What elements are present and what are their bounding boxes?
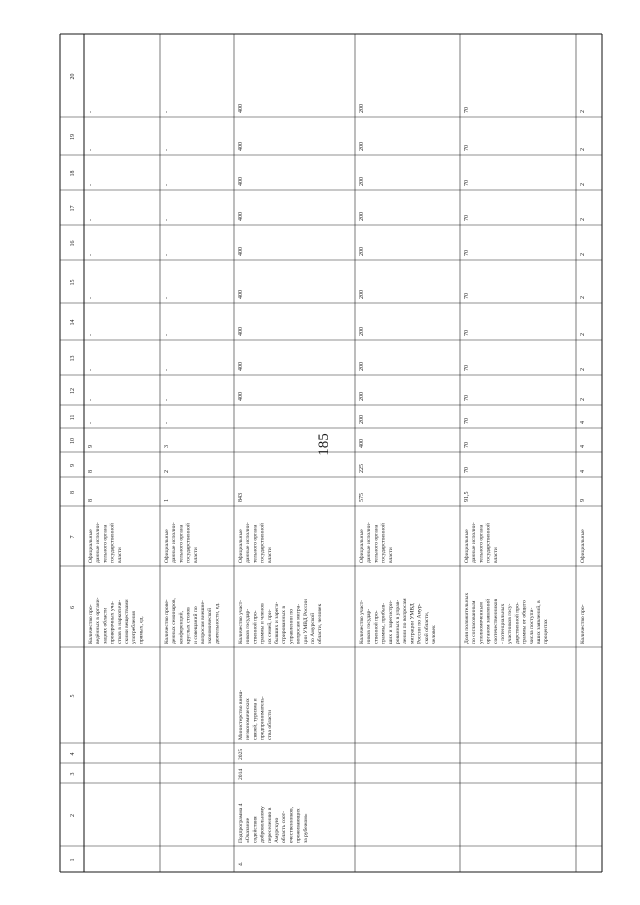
data-source: Официальные xyxy=(88,529,94,563)
indicator-name: России по Амур- xyxy=(416,603,423,644)
header-cell-10: 10 xyxy=(70,438,76,444)
indicator-name: проверочных уча- xyxy=(109,601,116,644)
value-col-19: - xyxy=(164,149,170,151)
value-col-13: 200 xyxy=(359,362,365,371)
value-col-9: 4 xyxy=(580,470,586,473)
indicator-name: стков в наркотиче- xyxy=(116,599,123,644)
indicator-name: употребления xyxy=(131,611,138,644)
indicator-name: по согласованным xyxy=(471,600,478,644)
header-cell-8: 8 xyxy=(70,491,76,494)
indicator-name: Количество участ- xyxy=(359,599,365,644)
value-col-15: - xyxy=(164,297,170,299)
subprogram-name: «Оказание xyxy=(245,817,252,843)
data-source: данные исполни- xyxy=(471,522,478,563)
data-source: данные исполни- xyxy=(245,522,252,563)
data-source: государственной xyxy=(185,523,192,563)
indicator-name: рованных в управ- xyxy=(395,599,401,644)
indicator-name: круглых столов xyxy=(185,607,192,644)
value-col-11: 70 xyxy=(464,418,470,424)
indicator-name: вопросам внешне- xyxy=(200,600,206,644)
value-col-14: 70 xyxy=(464,330,470,336)
value-col-16: 200 xyxy=(359,247,365,256)
value-col-12: 70 xyxy=(464,395,470,401)
responsible-executor: неэкономических xyxy=(245,698,252,740)
data-source: Официальные xyxy=(359,529,365,563)
indicator-name: ников государ- xyxy=(245,608,252,644)
value-col-17: - xyxy=(164,219,170,221)
indicator-name: управлении по xyxy=(288,608,295,644)
data-source: власти xyxy=(116,547,123,563)
data-source: Официальные xyxy=(580,529,586,563)
value-col-9: 225 xyxy=(359,464,365,473)
subprogram-name: область соот- xyxy=(281,811,288,843)
value-col-12: 200 xyxy=(359,392,365,401)
header-cell-7: 7 xyxy=(70,535,76,539)
header-cell-17: 17 xyxy=(70,205,76,212)
value-col-16: - xyxy=(88,254,94,256)
value-col-18: 70 xyxy=(464,180,470,186)
header-cell-12: 12 xyxy=(70,388,76,394)
indicator-name: дарственной про- xyxy=(514,602,521,644)
indicator-name: Доля положительных xyxy=(464,592,470,644)
value-col-8: 575 xyxy=(359,493,365,502)
value-col-14: - xyxy=(88,334,94,336)
subprogram-name: Амурскую xyxy=(274,817,280,843)
header-cell-16: 16 xyxy=(70,240,76,247)
indicator-name: денных семинаров, xyxy=(171,598,178,644)
indicator-name: уполномоченным xyxy=(478,602,485,644)
value-col-18: 400 xyxy=(238,177,244,186)
value-col-11: - xyxy=(88,422,94,424)
value-col-15: 2 xyxy=(580,296,586,299)
value-col-18: 200 xyxy=(359,177,365,186)
value-col-18: - xyxy=(88,184,94,186)
indicator-name: числа поступи- xyxy=(528,607,535,644)
header-cell-20: 20 xyxy=(70,73,76,80)
value-col-10: 70 xyxy=(464,442,470,448)
value-col-12: - xyxy=(164,399,170,401)
responsible-executor: ства области xyxy=(266,709,273,740)
data-source: власти xyxy=(492,547,499,563)
value-col-15: 70 xyxy=(464,293,470,299)
indicator-name: конференций, xyxy=(178,611,185,644)
indicator-name: Количество про- xyxy=(580,604,586,644)
indicator-name: Количество участ- xyxy=(238,599,244,644)
value-col-20: 200 xyxy=(359,104,365,113)
indicator-name: ственной про- xyxy=(373,610,380,644)
value-col-8: 8 xyxy=(88,499,94,502)
indicator-name: граммы и членов xyxy=(259,603,266,644)
indicator-name: по Амурской xyxy=(310,612,316,644)
value-col-19: 2 xyxy=(580,148,586,151)
responsible-executor: предприниматель- xyxy=(259,696,266,740)
data-source: тельного органа xyxy=(178,524,185,563)
data-source: государственной xyxy=(109,523,116,563)
indicator-name: соотечественников xyxy=(492,598,499,644)
value-col-11: 200 xyxy=(359,415,365,424)
data-source: тельного органа xyxy=(252,524,259,563)
indicator-name: лении по вопросам xyxy=(402,598,409,644)
indicator-name: человек xyxy=(431,625,437,644)
data-source: власти xyxy=(387,547,394,563)
responsible-executor: Министерство внеш- xyxy=(238,689,244,740)
value-col-13: 2 xyxy=(580,368,586,371)
value-col-10: 4 xyxy=(580,445,586,448)
value-col-13: - xyxy=(88,369,94,371)
indicator-name: прямых, ед. xyxy=(138,616,145,644)
data-source: Официальные xyxy=(238,529,244,563)
page-number: 185 xyxy=(315,433,332,456)
value-col-17: - xyxy=(88,219,94,221)
indicator-name: вших заявлений, в xyxy=(536,600,542,644)
header-cell-1: 1 xyxy=(70,858,76,862)
value-col-19: - xyxy=(88,149,94,151)
value-col-17: 2 xyxy=(580,218,586,221)
value-col-17: 400 xyxy=(238,212,244,221)
value-col-14: 2 xyxy=(580,333,586,336)
value-col-8: 91,5 xyxy=(464,491,470,502)
data-source: Официальные xyxy=(464,529,470,563)
value-col-20: - xyxy=(164,111,170,113)
value-col-10: 3 xyxy=(164,445,170,448)
value-col-16: 400 xyxy=(238,247,244,256)
value-col-14: - xyxy=(164,334,170,336)
value-col-16: 2 xyxy=(580,253,586,256)
indicator-name: бывших и зареги- xyxy=(274,601,280,644)
indicator-name: вопросам мигра- xyxy=(295,603,302,644)
row-index: 4. xyxy=(238,861,244,866)
header-cell-15: 15 xyxy=(70,279,76,286)
indicator-name: Количество прове- xyxy=(164,599,170,644)
value-col-12: 400 xyxy=(238,392,244,401)
value-col-11: - xyxy=(164,422,170,424)
start-year: 2014 xyxy=(238,768,244,780)
subprogram-name: проживающих xyxy=(295,808,302,843)
value-col-9: 70 xyxy=(464,467,470,473)
header-cell-6: 6 xyxy=(70,606,76,609)
data-source: государственной xyxy=(485,523,492,563)
data-source: государственной xyxy=(259,523,266,563)
indicator-name: ции УМВД России xyxy=(302,599,309,644)
value-col-20: 2 xyxy=(580,110,586,113)
value-col-8: 843 xyxy=(238,493,244,502)
indicator-name: их семей, при- xyxy=(266,609,273,644)
value-col-13: - xyxy=(164,369,170,371)
indicator-name: и совещаний по xyxy=(192,606,199,644)
indicator-name: стрированных в xyxy=(281,605,288,644)
value-col-8: 1 xyxy=(164,499,170,502)
data-source: Официальные xyxy=(164,529,170,563)
value-col-8: 9 xyxy=(580,499,586,502)
subprogram-name: переселению в xyxy=(266,807,273,843)
value-col-12: - xyxy=(88,399,94,401)
indicator-name: участников госу- xyxy=(507,603,514,644)
value-col-13: 70 xyxy=(464,365,470,371)
value-col-17: 200 xyxy=(359,212,365,221)
value-col-18: 2 xyxy=(580,183,586,186)
value-col-10: 400 xyxy=(359,439,365,448)
indicator-name: ведённых в органи- xyxy=(95,597,102,644)
header-cell-4: 4 xyxy=(70,752,76,756)
value-col-16: 70 xyxy=(464,250,470,256)
data-source: власти xyxy=(192,547,199,563)
data-source: данные исполни- xyxy=(366,522,373,563)
value-col-20: 70 xyxy=(464,107,470,113)
subprogram-name: Подпрограмма 4 xyxy=(238,803,244,843)
indicator-name: ших и зарегистри- xyxy=(387,600,394,644)
header-cell-18: 18 xyxy=(70,170,76,177)
indicator-name: скими веществами xyxy=(124,599,130,644)
value-col-18: - xyxy=(164,184,170,186)
indicator-name: процентах xyxy=(543,619,550,644)
value-col-10: 9 xyxy=(88,445,94,448)
value-col-11: 4 xyxy=(580,421,586,424)
value-col-20: - xyxy=(88,111,94,113)
data-source: государственной xyxy=(380,523,387,563)
value-col-9: 2 xyxy=(164,470,170,473)
indicator-name: ников государ- xyxy=(366,608,373,644)
subprogram-name: за рубежом» xyxy=(302,813,309,843)
indicator-name: граммы от общего xyxy=(521,600,528,644)
value-col-17: 70 xyxy=(464,215,470,221)
value-col-12: 2 xyxy=(580,398,586,401)
header-cell-2: 2 xyxy=(70,814,76,817)
header-cell-3: 3 xyxy=(70,772,76,776)
indicator-name: области, человек xyxy=(317,603,324,644)
indicator-name: ственной про- xyxy=(252,610,259,644)
data-source: тельного органа xyxy=(102,524,109,563)
value-col-14: 200 xyxy=(359,327,365,336)
value-col-9: 8 xyxy=(88,470,94,473)
responsible-executor: связей, туризма и xyxy=(252,698,259,740)
data-source: тельного органа xyxy=(373,524,380,563)
header-cell-5: 5 xyxy=(70,694,76,698)
header-cell-11: 11 xyxy=(70,414,76,421)
data-source: данные исполни- xyxy=(95,522,102,563)
value-col-16: - xyxy=(164,254,170,256)
data-source: тельного органа xyxy=(478,524,485,563)
value-col-13: 400 xyxy=(238,362,244,371)
indicator-name: Количество про- xyxy=(88,604,94,644)
indicator-name: органом заявлений xyxy=(485,598,492,644)
value-col-15: 400 xyxy=(238,290,244,299)
indicator-name: зациях области xyxy=(102,607,109,644)
value-col-19: 70 xyxy=(464,145,470,151)
end-year: 2025 xyxy=(238,748,244,760)
value-col-15: - xyxy=(88,297,94,299)
subprogram-name: добровольному xyxy=(259,806,266,843)
header-cell-19: 19 xyxy=(70,134,76,140)
header-cell-13: 13 xyxy=(70,355,76,362)
indicator-name: деятельности, ед. xyxy=(214,602,221,644)
indicator-name: миграции УМВД xyxy=(409,603,416,644)
value-col-14: 400 xyxy=(238,327,244,336)
subprogram-name: ечественников, xyxy=(288,806,295,843)
value-col-15: 200 xyxy=(359,290,365,299)
header-cell-14: 14 xyxy=(70,319,76,326)
indicator-name: - потенциальных xyxy=(500,603,506,644)
indicator-name: граммы, прибыв- xyxy=(380,602,387,644)
value-col-19: 200 xyxy=(359,142,365,151)
indicator-name: экономической xyxy=(207,608,214,644)
data-source: власти xyxy=(266,547,273,563)
value-col-20: 400 xyxy=(238,104,244,113)
data-source: данные исполни- xyxy=(171,522,178,563)
header-cell-9: 9 xyxy=(70,464,76,467)
indicator-name: ской области, xyxy=(423,611,430,644)
value-col-19: 400 xyxy=(238,142,244,151)
subprogram-name: содействия xyxy=(252,816,259,843)
